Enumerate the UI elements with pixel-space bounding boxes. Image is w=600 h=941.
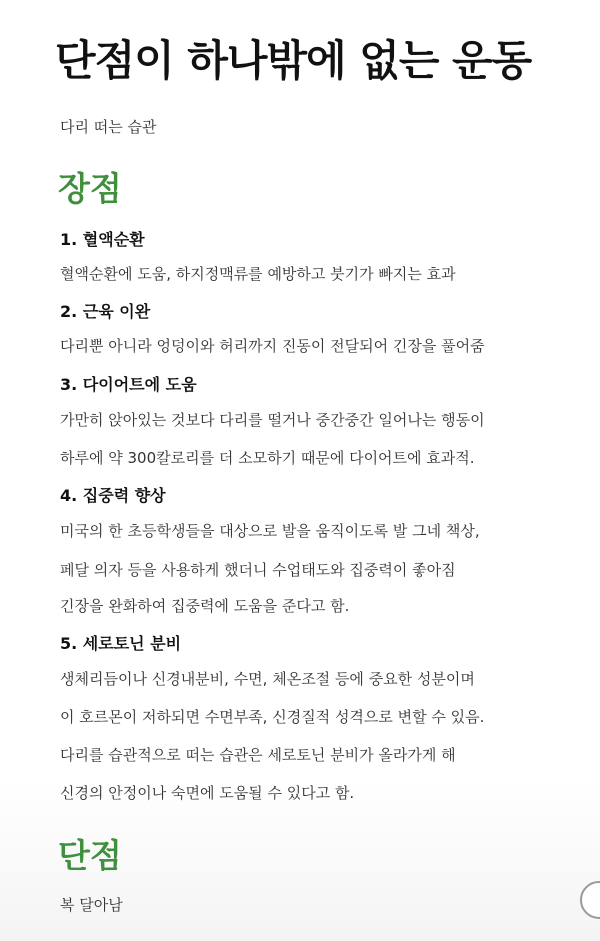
item-4-title: 4. 집중력 향상 [60, 486, 166, 505]
item-5-line-3: 다리를 습관적으로 떠는 습관은 세로토닌 분비가 올라가게 해 [60, 746, 456, 764]
item-4-line-3: 긴장을 완화하여 집중력에 도움을 준다고 함. [60, 597, 350, 615]
item-5-line-1: 생체리듬이나 신경내분비, 수면, 체온조절 등에 중요한 성분이며 [60, 670, 475, 688]
item-3-line-2: 하루에 약 300칼로리를 더 소모하기 때문에 다이어트에 효과적. [60, 449, 475, 467]
item-1-line-1: 혈액순환에 도움, 하지정맥류를 예방하고 붓기가 빠지는 효과 [60, 265, 456, 283]
item-5-line-4: 신경의 안정이나 숙면에 도움될 수 있다고 함. [60, 784, 355, 802]
item-1-title: 1. 혈액순환 [60, 230, 145, 249]
cons-heading: 단점 [58, 836, 122, 875]
item-4-line-1: 미국의 한 초등학생들을 대상으로 발을 움직이도록 발 그네 책상, [60, 522, 480, 540]
pros-heading: 장점 [58, 169, 122, 208]
cons-text: 복 달아남 [60, 896, 123, 914]
item-4-line-2: 페달 의자 등을 사용하게 했더니 수업태도와 집중력이 좋아짐 [60, 561, 456, 579]
scroll-indicator-icon[interactable] [580, 881, 600, 919]
item-2-title: 2. 근육 이완 [60, 302, 151, 321]
item-3-title: 3. 다이어트에 도움 [60, 375, 197, 394]
page-title: 단점이 하나밖에 없는 운동 [55, 36, 532, 85]
item-5-title: 5. 세로토닌 분비 [60, 634, 182, 653]
item-5-line-2: 이 호르몬이 저하되면 수면부족, 신경질적 성격으로 변할 수 있음. [60, 708, 485, 726]
item-2-line-1: 다리뿐 아니라 엉덩이와 허리까지 진동이 전달되어 긴장을 풀어줌 [60, 337, 485, 355]
item-3-line-1: 가만히 앉아있는 것보다 다리를 떨거나 중간중간 일어나는 행동이 [60, 411, 485, 429]
page-subtitle: 다리 떠는 습관 [60, 118, 157, 136]
